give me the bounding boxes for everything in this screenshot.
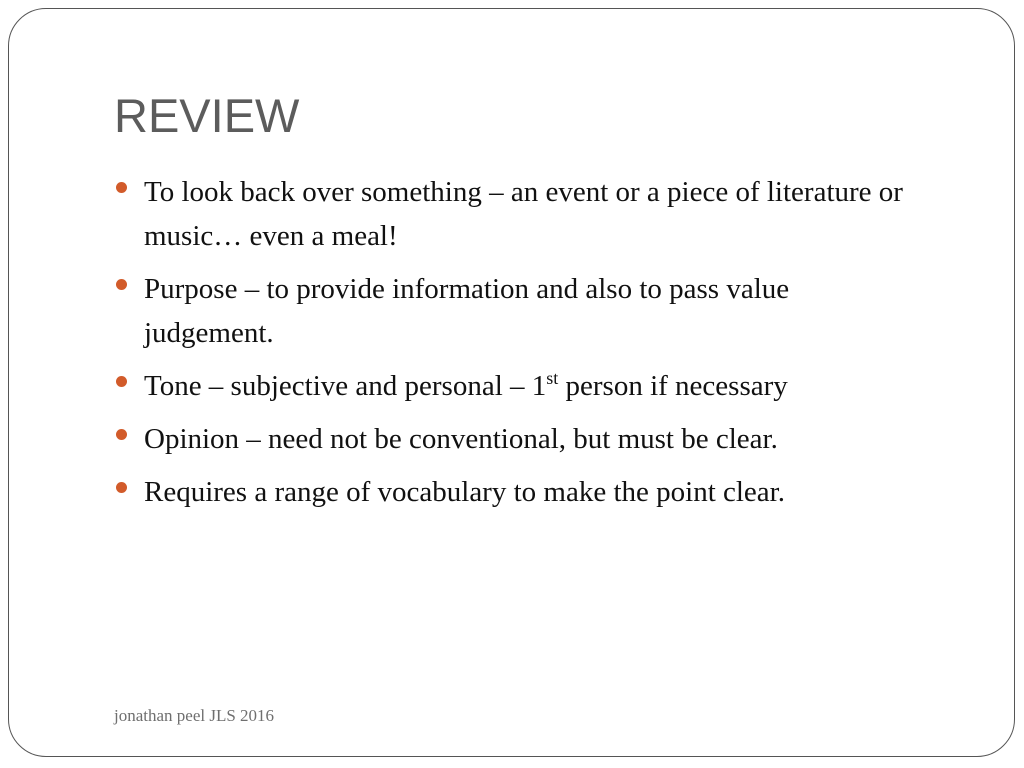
bullet-text: To look back over something – an event or a piece of literature or music… even a meal!	[144, 176, 903, 252]
bullet-text: Purpose – to provide information and also to pass value judgement.	[144, 273, 790, 349]
bullet-item	[114, 267, 914, 355]
bullet-dot-icon	[116, 279, 127, 290]
bullet-list	[114, 170, 914, 523]
bullet-dot-icon	[116, 482, 127, 493]
bullet-dot-icon	[116, 182, 127, 193]
bullet-dot-icon	[116, 429, 127, 440]
bullet-item	[114, 470, 914, 514]
bullet-item	[114, 170, 914, 258]
bullet-text-after: person if necessary	[558, 370, 788, 402]
slide-title: REVIEW	[114, 89, 300, 142]
slide-footer: jonathan peel JLS 2016	[114, 706, 275, 725]
bullet-text: Opinion – need not be conventional, but must be clear.	[144, 423, 778, 455]
bullet-text: Requires a range of vocabulary to make the point clear.	[144, 476, 785, 508]
bullet-dot-icon	[116, 376, 127, 387]
bullet-item	[114, 417, 914, 461]
ordinal-superscript: st	[546, 368, 559, 388]
bullet-text-before: Tone – subjective and personal – 1	[144, 370, 547, 402]
bullet-item	[114, 364, 914, 408]
